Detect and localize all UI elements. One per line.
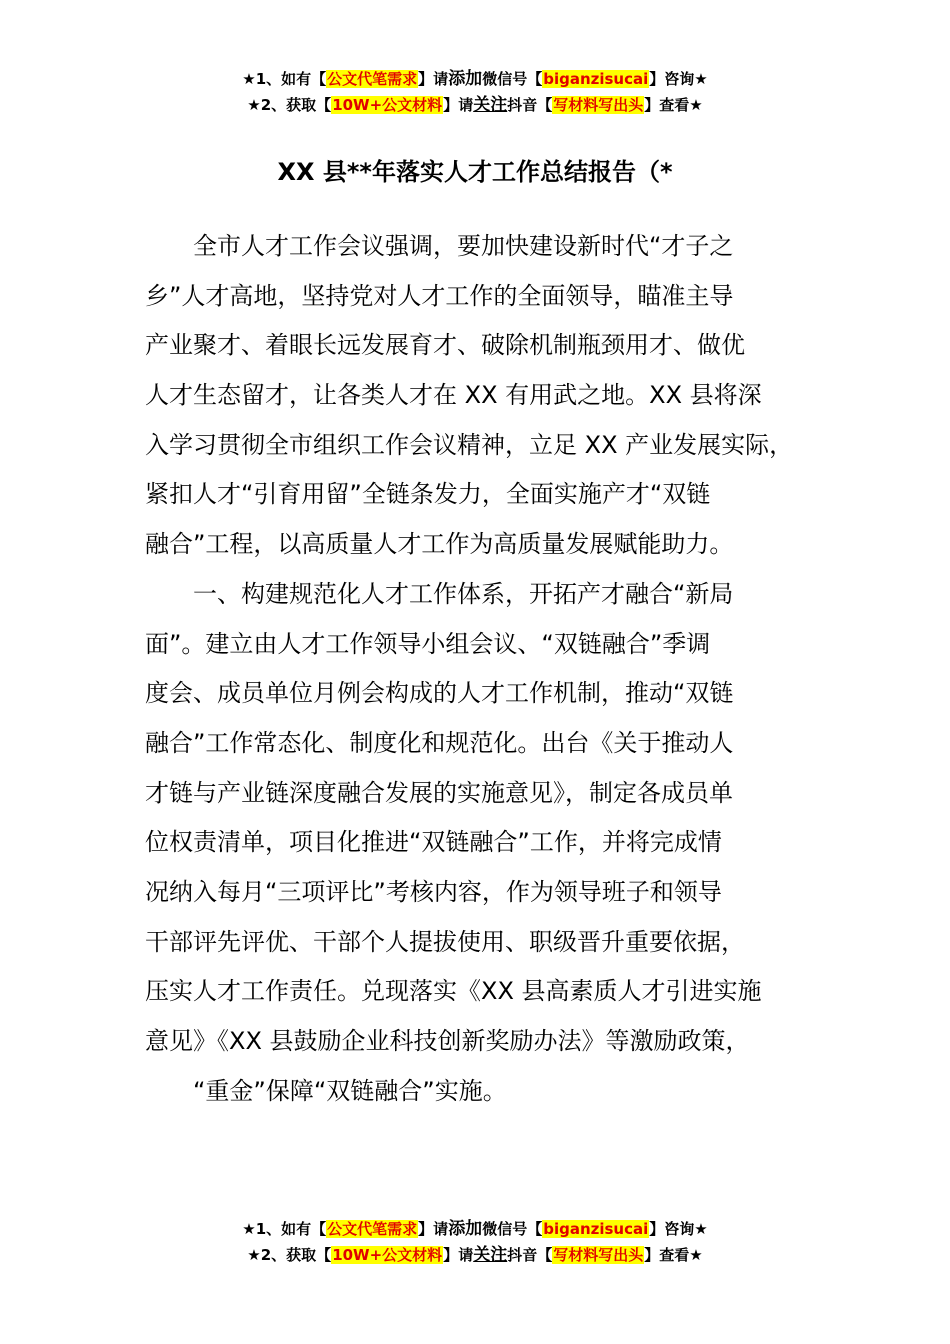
banner-line-1 <box>0 66 950 92</box>
banner-text: ★1、如有【 <box>242 1220 327 1238</box>
banner-text: 微信号【 <box>482 70 543 88</box>
banner-text: ★2、获取【 <box>247 96 332 114</box>
banner-line-2 <box>0 1242 950 1268</box>
banner-emphasis: 添加 <box>448 69 483 89</box>
banner-emphasis: 关注 <box>473 1245 508 1265</box>
header-banner <box>0 66 950 118</box>
body-line: 融合”工作常态化、制度化和规范化。出台《关于推动人 <box>145 728 734 757</box>
footer-banner <box>0 1216 950 1268</box>
body-line: 才链与产业链深度融合发展的实施意见》，制定各成员单 <box>145 778 733 807</box>
body-line: 人才生态留才，让各类人才在 XX 有用武之地。XX 县将深 <box>145 381 762 410</box>
banner-highlight: 10W+公文材料 <box>332 96 443 114</box>
banner-highlight: 10W+公文材料 <box>332 1246 443 1264</box>
document-title: XX 县**年落实人才工作总结报告（* <box>277 158 673 186</box>
banner-text: 】咨询★ <box>649 1220 708 1238</box>
banner-highlight: 公文代笔需求 <box>327 1220 418 1238</box>
body-line: 压实人才工作责任。兑现落实《XX 县高素质人才引进实施 <box>145 977 762 1006</box>
banner-highlight: biganzisucai <box>543 70 649 88</box>
banner-text: 抖音【 <box>507 1246 553 1264</box>
banner-text: 】请 <box>418 1220 449 1238</box>
banner-text: 】查看★ <box>644 96 703 114</box>
body-line: 一、构建规范化人才工作体系，开拓产才融合“新局 <box>193 579 734 608</box>
body-line: 入学习贯彻全市组织工作会议精神，立足 XX 产业发展实际， <box>145 430 794 459</box>
banner-text: 】请 <box>418 70 449 88</box>
body-line: 干部评先评优、干部个人提拔使用、职级晋升重要依据， <box>145 927 745 956</box>
banner-text: 】查看★ <box>644 1246 703 1264</box>
banner-text: ★2、获取【 <box>247 1246 332 1264</box>
body-line: 况纳入每月“三项评比”考核内容，作为领导班子和领导 <box>145 877 722 906</box>
banner-text: 微信号【 <box>482 1220 543 1238</box>
banner-emphasis: 添加 <box>448 1219 483 1239</box>
banner-emphasis: 关注 <box>473 95 508 115</box>
banner-text: 】咨询★ <box>649 70 708 88</box>
banner-text: 】请 <box>443 1246 474 1264</box>
body-line: 紧扣人才“引育用留”全链条发力，全面实施产才“双链 <box>145 480 711 509</box>
banner-line-2 <box>0 92 950 118</box>
banner-text: 抖音【 <box>507 96 553 114</box>
banner-line-1 <box>0 1216 950 1242</box>
body-line: 融合”工程，以高质量人才工作为高质量发展赋能助力。 <box>145 530 734 559</box>
banner-highlight: 写材料写出头 <box>553 96 644 114</box>
body-line: 度会、成员单位月例会构成的人才工作机制，推动“双链 <box>145 679 734 708</box>
document-body <box>145 222 835 1116</box>
body-line: 乡”人才高地，坚持党对人才工作的全面领导，瞄准主导 <box>145 281 734 310</box>
banner-text: 】请 <box>443 96 474 114</box>
banner-highlight: biganzisucai <box>543 1220 649 1238</box>
banner-highlight: 公文代笔需求 <box>327 70 418 88</box>
body-line: “重金”保障“双链融合”实施。 <box>193 1076 507 1105</box>
banner-highlight: 写材料写出头 <box>553 1246 644 1264</box>
body-line: 位权责清单，项目化推进“双链融合”工作，并将完成情 <box>145 828 722 857</box>
body-line: 产业聚才、着眼长远发展育才、破除机制瓶颈用才、做优 <box>145 331 745 360</box>
banner-text: ★1、如有【 <box>242 70 327 88</box>
body-line: 全市人才工作会议强调，要加快建设新时代“才子之 <box>193 232 734 260</box>
body-line: 面”。建立由人才工作领导小组会议、“双链融合”季调 <box>145 629 711 658</box>
body-line: 意见》《XX 县鼓励企业科技创新奖励办法》等激励政策， <box>145 1027 750 1055</box>
